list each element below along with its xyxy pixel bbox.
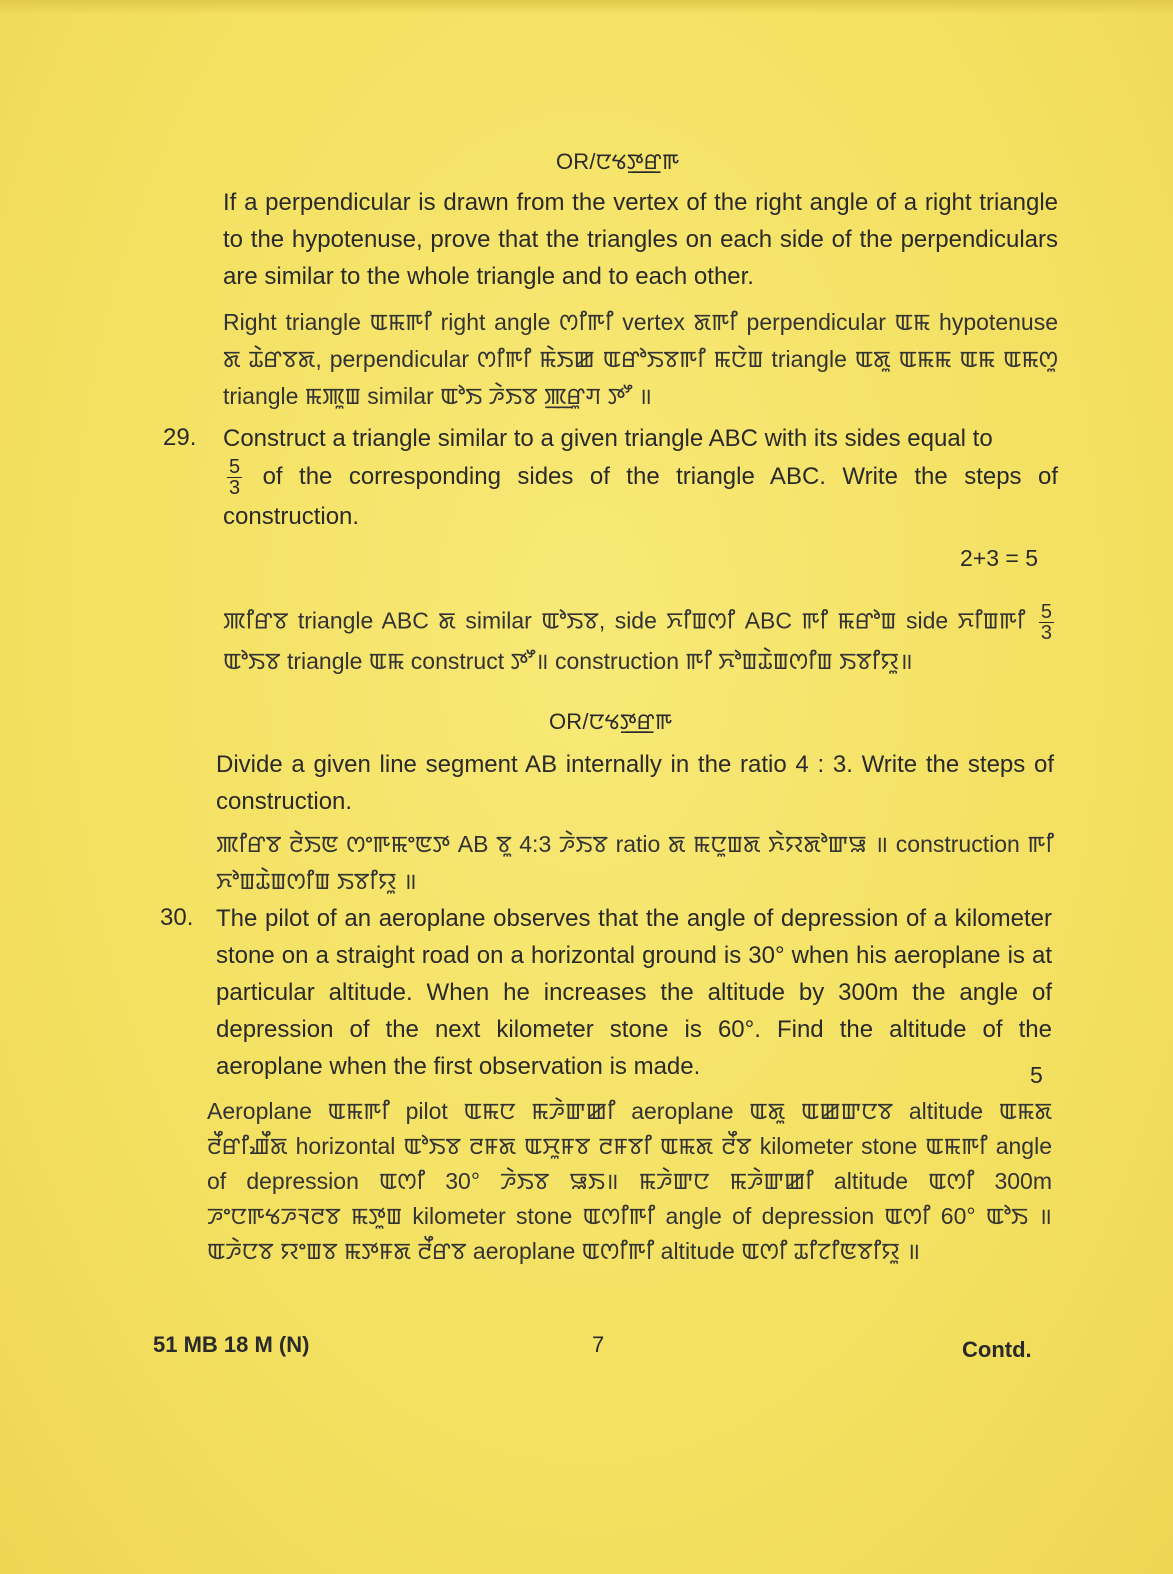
exam-code: 51 MB 18 M (N) [153, 1332, 310, 1357]
q29-fraction [227, 457, 242, 498]
q29-number: 29. [163, 424, 197, 451]
q30-english: The pilot of an aeroplane observes that the angle of depression of a kilometer stone on a straight road on a horizontal ground is 30° when his aeroplane is at particular altitude. When he increases the altitude by 300m the angle of depression of the next kilometer stone is 60°. Find the altitude of the aeroplane when the first observation is made. [216, 905, 1052, 1080]
q29-manipuri-post: ꯑꯣꯏꯕ triangle ꯑꯃ construct ꯇꯧ॥ construction ꯒꯤ ꯈꯣꯡꯊꯥꯡꯁꯤꯡ ꯏꯕꯤꯌꯨ॥ [223, 648, 913, 674]
q30-marks: 5 [1030, 1062, 1043, 1088]
page-top-edge [0, 0, 1173, 14]
q30-number: 30. [160, 904, 194, 931]
page-number: 7 [592, 1332, 605, 1357]
q29-manipuri-fraction-denominator: 3 [1040, 622, 1052, 644]
q29-english-post: of the corresponding sides of the triangle ABC. Write the steps of construction. [223, 462, 1059, 530]
q28-or-manipuri: Right triangle ꯑꯃꯒꯤ right angle ꯁꯤꯒꯤ vertex ꯗꯒꯤ perpendicular ꯑꯃ hypotenuse ꯗ ꯊꯥꯔꯕꯗ, perpendicular ꯁꯤꯒꯤ ꯃꯥꯏꯀ ꯑꯔꯣꯏꯕꯒꯤ ꯃꯅꯥꯡ triangle ꯑꯗꯨ ꯑꯃꯃ ꯑꯃ ꯑꯃꯁꯨ triangle ꯃꯄꯨꯡ similar ꯑꯣꯏ ꯍꯥꯏꯕ ꯄ꯭ꯔꯨꯚ ꯇꯧ ॥ [223, 309, 1058, 409]
q29-fraction-denominator: 3 [229, 477, 241, 499]
or-heading-2: OR/ꯅꯠꯇ꯭ꯔꯒ [549, 709, 673, 734]
q28-or-english: If a perpendicular is drawn from the vertex of the right angle of a right triangle to the hypotenuse, prove that the triangles on each side of the perpendiculars are similar to the whole triangle and to each other. [223, 189, 1058, 290]
q29-fraction-numerator: 5 [229, 456, 241, 478]
q30-manipuri: Aeroplane ꯑꯃꯒꯤ pilot ꯑꯃꯅ ꯃꯍꯥꯛꯀꯤ aeroplane ꯑꯗꯨ ꯑꯀꯛꯅꯕ altitude ꯑꯃꯗ ꯂꯩꯔꯤꯉꯩꯗ horizontal ꯑꯣꯏꯕ ꯂꯝꯗ ꯑꯆꯨꯝꯕ ꯂꯝꯕꯤ ꯑꯃꯗ ꯂꯩꯕ kilometer stone ꯑꯃꯒꯤ angle of depression ꯑꯁꯤ 30° ꯍꯥꯏꯕ ꯎꯏ॥ ꯃꯍꯥꯛꯅ ꯃꯍꯥꯛꯀꯤ altitude ꯑꯁꯤ 300m ꯍꯦꯅꯒꯠꯍꯜꯂꯕ ꯃꯇꯨꯡ kilometer stone ꯑꯁꯤꯒꯤ angle of depression ꯑꯁꯤ 60° ꯑꯣꯏ ॥ ꯑꯍꯥꯅꯕ ꯌꯦꯡꯕ ꯃꯇꯝꯗ ꯂꯩꯔꯕ aeroplane ꯑꯁꯤꯒꯤ altitude ꯑꯁꯤ ꯊꯤꯖꯤꯟꯕꯤꯌꯨ ॥ [207, 1098, 1052, 1264]
q29-manipuri-pre: ꯄꯤꯔꯕ triangle ABC ꯗ similar ꯑꯣꯏꯕ, side ꯈꯤꯡꯁꯤ ABC ꯒꯤ ꯃꯔꯣꯡ side ꯈꯤꯡꯒꯤ [223, 607, 1026, 634]
q29-or-manipuri: ꯄꯤꯔꯕ ꯂꯥꯏꯟ ꯁꯦꯒꯃꯦꯟꯇ AB ꯕꯨ 4:3 ꯍꯥꯏꯕ ratio ꯗ ꯃꯅꯨꯡꯗ ꯈꯥꯌꯗꯣꯛꯎ ॥ construction ꯒꯤ ꯈꯣꯡꯊꯥꯡꯁꯤꯡ ꯏꯕꯤꯌꯨ ॥ [216, 831, 1054, 894]
q29-english [223, 420, 1058, 535]
continued-label: Contd. [962, 1337, 1032, 1362]
q29-manipuri-fraction-numerator: 5 [1040, 601, 1052, 623]
q29-english-pre: Construct a triangle similar to a given triangle ABC with its sides equal to [223, 425, 993, 452]
or-heading-1: OR/ꯅꯠꯇ꯭ꯔꯒ [556, 149, 680, 174]
q29-manipuri-fraction [1039, 602, 1054, 643]
q29-manipuri [223, 602, 1058, 680]
q29-or-english: Divide a given line segment AB internally in the ratio 4 : 3. Write the steps of construction. [216, 751, 1054, 815]
q29-marks: 2+3 = 5 [960, 545, 1039, 571]
